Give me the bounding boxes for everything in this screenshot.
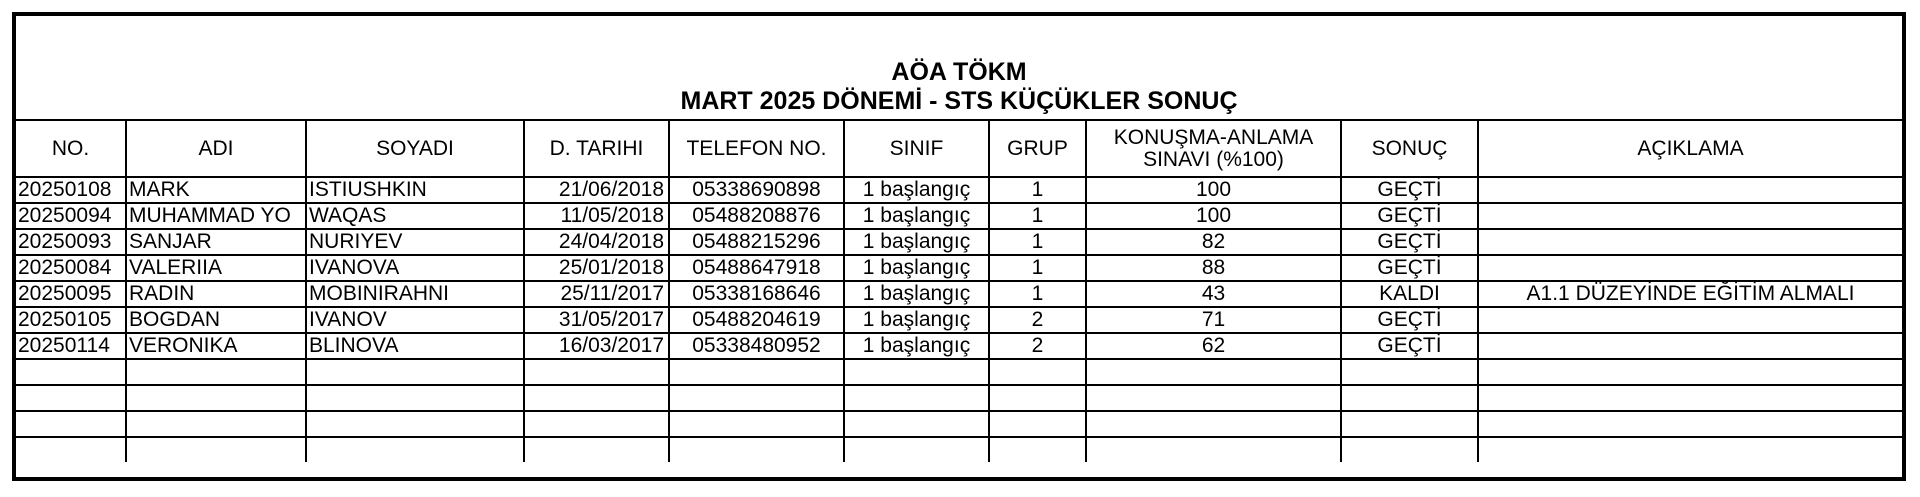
cell-grup: 1 — [989, 281, 1086, 307]
col-header-aciklama: AÇIKLAMA — [1478, 121, 1902, 177]
cell-telefon-empty — [669, 359, 844, 385]
cell-adi: MARK — [126, 177, 306, 203]
cell-aciklama-empty — [1478, 437, 1902, 462]
col-header-telefon: TELEFON NO. — [669, 121, 844, 177]
cell-aciklama: A1.1 DÜZEYİNDE EĞİTİM ALMALI — [1478, 281, 1902, 307]
cell-sinav: 100 — [1086, 203, 1341, 229]
cell-dtarihi: 24/04/2018 — [524, 229, 669, 255]
cell-sonuc-empty — [1341, 359, 1478, 385]
cell-no-empty — [16, 359, 126, 385]
cell-soyadi-empty — [306, 411, 524, 437]
cell-sonuc-empty — [1341, 437, 1478, 462]
cell-dtarihi-empty — [524, 411, 669, 437]
cell-dtarihi: 11/05/2018 — [524, 203, 669, 229]
cell-soyadi-empty — [306, 437, 524, 462]
cell-telefon: 05338690898 — [669, 177, 844, 203]
cell-grup-empty — [989, 411, 1086, 437]
cell-aciklama — [1478, 255, 1902, 281]
cell-aciklama-empty — [1478, 385, 1902, 411]
cell-dtarihi: 25/01/2018 — [524, 255, 669, 281]
cell-telefon: 05338168646 — [669, 281, 844, 307]
cell-dtarihi: 16/03/2017 — [524, 333, 669, 359]
cell-grup: 1 — [989, 177, 1086, 203]
table-row — [16, 229, 1902, 255]
cell-sonuc: GEÇTİ — [1341, 229, 1478, 255]
cell-grup: 1 — [989, 229, 1086, 255]
cell-no: 20250094 — [16, 203, 126, 229]
cell-sinav: 43 — [1086, 281, 1341, 307]
cell-no: 20250108 — [16, 177, 126, 203]
cell-telefon: 05488204619 — [669, 307, 844, 333]
table-row — [16, 203, 1902, 229]
cell-telefon-empty — [669, 437, 844, 462]
cell-sonuc: GEÇTİ — [1341, 177, 1478, 203]
results-table — [16, 121, 1902, 462]
cell-soyadi: WAQAS — [306, 203, 524, 229]
cell-sinav: 100 — [1086, 177, 1341, 203]
cell-adi: VERONIKA — [126, 333, 306, 359]
cell-soyadi: NURIYEV — [306, 229, 524, 255]
cell-sonuc: GEÇTİ — [1341, 307, 1478, 333]
cell-no: 20250105 — [16, 307, 126, 333]
sheet-subtitle: MART 2025 DÖNEMİ - STS KÜÇÜKLER SONUÇ — [680, 87, 1238, 115]
results-body — [16, 177, 1902, 462]
cell-grup-empty — [989, 437, 1086, 462]
cell-sonuc-empty — [1341, 385, 1478, 411]
cell-aciklama — [1478, 333, 1902, 359]
cell-grup: 1 — [989, 203, 1086, 229]
table-row — [16, 255, 1902, 281]
cell-grup-empty — [989, 385, 1086, 411]
empty-row — [16, 411, 1902, 437]
sheet-title: AÖA TÖKM — [891, 58, 1027, 86]
cell-sinav-empty — [1086, 385, 1341, 411]
cell-soyadi-empty — [306, 385, 524, 411]
cell-soyadi: IVANOV — [306, 307, 524, 333]
cell-aciklama — [1478, 203, 1902, 229]
cell-sonuc: GEÇTİ — [1341, 333, 1478, 359]
title-area — [16, 16, 1902, 121]
col-header-adi: ADI — [126, 121, 306, 177]
col-header-dtarihi: D. TARIHI — [524, 121, 669, 177]
cell-telefon: 05488208876 — [669, 203, 844, 229]
cell-telefon: 05338480952 — [669, 333, 844, 359]
table-row — [16, 333, 1902, 359]
col-header-sonuc: SONUÇ — [1341, 121, 1478, 177]
cell-adi-empty — [126, 385, 306, 411]
cell-sonuc-empty — [1341, 411, 1478, 437]
cell-telefon: 05488215296 — [669, 229, 844, 255]
cell-soyadi: IVANOVA — [306, 255, 524, 281]
col-header-sinif: SINIF — [844, 121, 989, 177]
cell-aciklama-empty — [1478, 411, 1902, 437]
cell-sinif: 1 başlangıç — [844, 177, 989, 203]
cell-aciklama-empty — [1478, 359, 1902, 385]
cell-adi-empty — [126, 359, 306, 385]
cell-soyadi-empty — [306, 359, 524, 385]
cell-sonuc: KALDI — [1341, 281, 1478, 307]
cell-no: 20250084 — [16, 255, 126, 281]
table-row — [16, 177, 1902, 203]
cell-adi: BOGDAN — [126, 307, 306, 333]
cell-soyadi: BLINOVA — [306, 333, 524, 359]
cell-sinif-empty — [844, 359, 989, 385]
cell-telefon-empty — [669, 411, 844, 437]
cell-sinif: 1 başlangıç — [844, 255, 989, 281]
cell-aciklama — [1478, 229, 1902, 255]
header-row — [16, 121, 1902, 177]
cell-adi: MUHAMMAD YO — [126, 203, 306, 229]
empty-row — [16, 385, 1902, 411]
cell-sinav: 88 — [1086, 255, 1341, 281]
cell-dtarihi-empty — [524, 437, 669, 462]
cell-sinav: 71 — [1086, 307, 1341, 333]
cell-dtarihi-empty — [524, 385, 669, 411]
cell-adi: VALERIIA — [126, 255, 306, 281]
cell-sinif: 1 başlangıç — [844, 333, 989, 359]
empty-row — [16, 359, 1902, 385]
cell-sinif: 1 başlangıç — [844, 203, 989, 229]
cell-no: 20250095 — [16, 281, 126, 307]
cell-grup-empty — [989, 359, 1086, 385]
cell-sinif-empty — [844, 437, 989, 462]
cell-sinav-empty — [1086, 359, 1341, 385]
col-header-no: NO. — [16, 121, 126, 177]
cell-aciklama — [1478, 177, 1902, 203]
cell-no: 20250093 — [16, 229, 126, 255]
cell-sinif: 1 başlangıç — [844, 281, 989, 307]
col-header-grup: GRUP — [989, 121, 1086, 177]
result-sheet — [12, 12, 1906, 481]
cell-no-empty — [16, 437, 126, 462]
cell-sinif: 1 başlangıç — [844, 307, 989, 333]
cell-dtarihi: 31/05/2017 — [524, 307, 669, 333]
cell-sinif-empty — [844, 411, 989, 437]
cell-sonuc: GEÇTİ — [1341, 255, 1478, 281]
cell-sinav: 62 — [1086, 333, 1341, 359]
cell-adi-empty — [126, 411, 306, 437]
col-header-soyadi: SOYADI — [306, 121, 524, 177]
cell-sinav-empty — [1086, 437, 1341, 462]
cell-no-empty — [16, 411, 126, 437]
cell-grup: 2 — [989, 307, 1086, 333]
cell-telefon-empty — [669, 385, 844, 411]
cell-aciklama — [1478, 307, 1902, 333]
cell-dtarihi-empty — [524, 359, 669, 385]
cell-sinav: 82 — [1086, 229, 1341, 255]
cell-sonuc: GEÇTİ — [1341, 203, 1478, 229]
cell-dtarihi: 25/11/2017 — [524, 281, 669, 307]
table-row — [16, 281, 1902, 307]
cell-no: 20250114 — [16, 333, 126, 359]
cell-grup: 2 — [989, 333, 1086, 359]
cell-adi-empty — [126, 437, 306, 462]
empty-row — [16, 437, 1902, 462]
cell-adi: SANJAR — [126, 229, 306, 255]
cell-sinif: 1 başlangıç — [844, 229, 989, 255]
col-header-sinav: KONUŞMA-ANLAMA SINAVI (%100) — [1086, 121, 1341, 177]
cell-sinav-empty — [1086, 411, 1341, 437]
cell-soyadi: ISTIUSHKIN — [306, 177, 524, 203]
cell-soyadi: MOBINIRAHNI — [306, 281, 524, 307]
cell-dtarihi: 21/06/2018 — [524, 177, 669, 203]
cell-adi: RADIN — [126, 281, 306, 307]
cell-grup: 1 — [989, 255, 1086, 281]
table-row — [16, 307, 1902, 333]
cell-no-empty — [16, 385, 126, 411]
cell-sinif-empty — [844, 385, 989, 411]
cell-telefon: 05488647918 — [669, 255, 844, 281]
